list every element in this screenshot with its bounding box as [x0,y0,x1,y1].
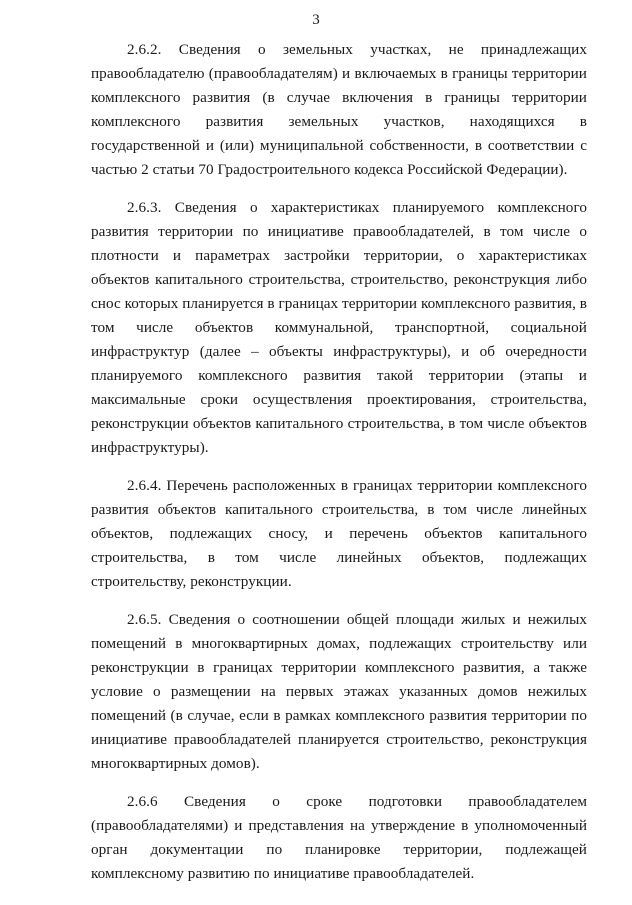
page-number: 3 [312,12,320,28]
paragraph-2-6-6: 2.6.6 Сведения о сроке подготовки правообладателем (правообладателями) и представления на утверждение в уполномоченный орган документации по планировке территории, подлежащей комплексному развитию по инициативе правообладателей. [91,793,587,882]
document-body [91,38,587,900]
paragraph-2-6-5: 2.6.5. Сведения о соотношении общей площади жилых и нежилых помещений в многоквартирных домах, подлежащих строительству или реконструкции в границах территории комплексного развития, а также условие о размещении на первых этажах указанных домов нежилых помещений (в случае, если в рамках комплексного развития территории по инициативе правообладателей планируется строительство, реконструкция многоквартирных домов). [91,611,587,772]
paragraph-2-6-3: 2.6.3. Сведения о характеристиках планируемого комплексного развития территории по инициативе правообладателей, в том числе о плотности и параметрах застройки территории, о характеристиках объектов капитального строительства, строительство, реконструкция либо снос которых планируется в границах территории комплексного развития, в том числе объектов коммунальной, транспортной, социальной инфраструктур (далее – объекты инфраструктуры), и об очередности планируемого комплексного развития такой территории (этапы и максимальные сроки осуществления проектирования, строительства, реконструкции объектов капитального строительства, в том числе объектов инфраструктуры). [91,199,587,456]
paragraph-2-6-4: 2.6.4. Перечень расположенных в границах территории комплексного развития объектов капитального строительства, в том числе линейных объектов, подлежащих сносу, и перечень объектов капитального строительства, в том числе линейных объектов, подлежащих строительству, реконструкции. [91,477,587,590]
paragraph-2-6-2: 2.6.2. Сведения о земельных участках, не принадлежащих правообладателю (правообладателям) и включаемых в границы территории комплексного развития (в случае включения в границы территории комплексного развития земельных участков, находящихся в государственной и (или) муниципальной собственности, в соответствии с частью 2 статьи 70 Градостроительного кодекса Российской Федерации). [91,41,587,178]
